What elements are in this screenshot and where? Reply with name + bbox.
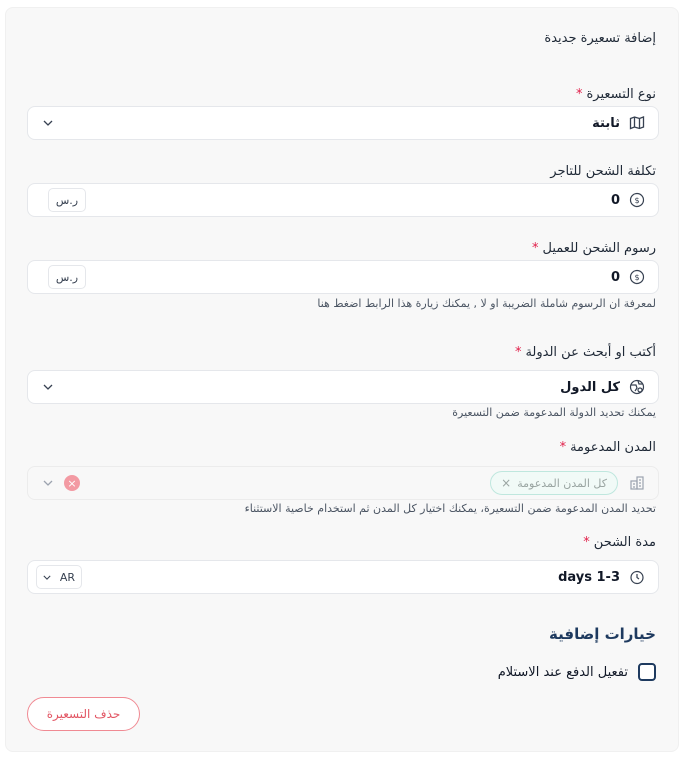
currency-unit: ر.س: [48, 188, 86, 212]
form-title: إضافة تسعيرة جديدة: [544, 31, 656, 46]
chevron-down-icon: [43, 575, 51, 580]
cities-multiselect[interactable]: [27, 466, 659, 500]
customer-fee-input[interactable]: [27, 260, 659, 294]
country-helper: يمكنك تحديد الدولة المدعومة ضمن التسعيرة: [452, 406, 656, 419]
city-icon: [628, 474, 646, 492]
customer-fee-value: 0: [610, 269, 620, 285]
cod-option[interactable]: [498, 663, 656, 681]
chevron-down-icon[interactable]: [42, 477, 54, 489]
coin-icon: [628, 191, 646, 209]
required-mark: *: [532, 241, 539, 256]
merchant-cost-label: تكلفة الشحن للتاجر: [550, 164, 656, 179]
chevron-down-icon[interactable]: [42, 117, 54, 129]
delete-pricing-button[interactable]: حذف التسعيرة: [27, 697, 140, 731]
pricing-form-panel: [5, 7, 679, 752]
pricing-type-value: ثابتة: [592, 115, 620, 131]
language-select[interactable]: [36, 565, 82, 589]
city-chip-label: كل المدن المدعومة: [517, 476, 607, 490]
globe-icon: [628, 378, 646, 396]
required-mark: *: [559, 440, 567, 455]
chip-remove-icon[interactable]: ×: [501, 476, 512, 490]
cities-helper: تحديد المدن المدعومة ضمن التسعيرة، يمكنك اختيار كل المدن ثم استخدام خاصية الاستثناء: [244, 502, 656, 515]
merchant-cost-input[interactable]: [27, 183, 659, 217]
customer-fee-helper: لمعرفة ان الرسوم شاملة الضريبة او لا , يمكنك زيارة هذا الرابط اضغط هنا: [317, 297, 656, 310]
required-mark: *: [576, 87, 583, 102]
required-mark: *: [583, 535, 590, 550]
chevron-down-icon[interactable]: [42, 381, 54, 393]
customer-fee-label: رسوم الشحن للعميل*: [532, 241, 656, 256]
city-chip[interactable]: [490, 471, 618, 495]
country-select[interactable]: [27, 370, 659, 404]
extra-options-title: خيارات إضافية: [549, 625, 656, 643]
cod-label: تفعيل الدفع عند الاستلام: [497, 664, 628, 680]
country-label: أكتب او أبحث عن الدولة*: [514, 345, 656, 360]
required-mark: *: [514, 345, 522, 360]
duration-label: مدة الشحن*: [583, 535, 656, 550]
country-value: كل الدول: [560, 379, 620, 395]
language-value: AR: [59, 570, 75, 584]
map-icon: [628, 114, 646, 132]
pricing-type-select[interactable]: [27, 106, 659, 140]
svg-text:$: $: [634, 196, 640, 205]
timer-icon: [628, 568, 646, 586]
pricing-type-label: نوع التسعيرة*: [576, 87, 656, 102]
clear-icon[interactable]: ×: [64, 475, 80, 491]
duration-input[interactable]: [27, 560, 659, 594]
cities-label: المدن المدعومة*: [559, 440, 656, 455]
svg-text:$: $: [634, 273, 640, 282]
coin-icon: [628, 268, 646, 286]
merchant-cost-value: 0: [610, 192, 620, 208]
cod-checkbox[interactable]: [638, 663, 656, 681]
currency-unit: ر.س: [48, 265, 86, 289]
duration-value: 1-3 days: [558, 569, 620, 585]
